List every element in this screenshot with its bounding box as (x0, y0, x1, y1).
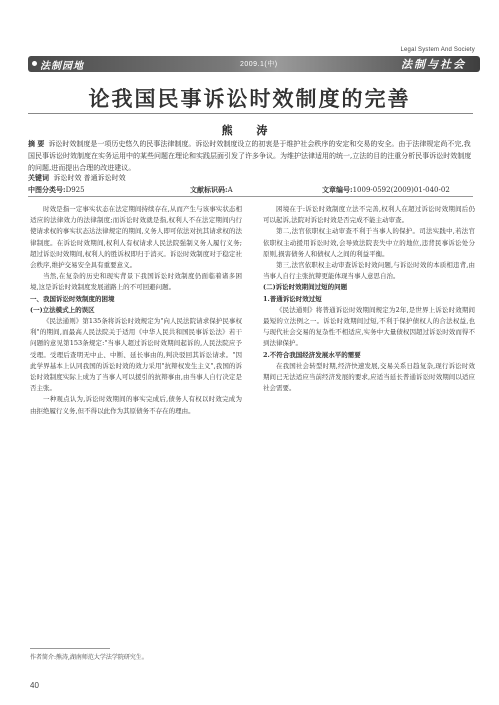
paragraph: 困境在于:诉讼时效制度立法不完善,权利人在超过诉讼时效期间后仍可以起诉,法院对诉讼时效是否完成不能主动审查。 (263, 205, 475, 225)
paragraph: 在我国社会转型时期,经济快速发展,交易关系日趋复杂,现行诉讼时效期间已无法适应当前经济发展的要求,应适当延长普通诉讼时效期间以适应社会需要。 (263, 361, 475, 393)
header-divider (28, 196, 473, 197)
subsection-heading: 2.不符合我国经济发展水平的需要 (263, 350, 361, 359)
doc-code-value: A (227, 186, 233, 194)
paragraph: 第三,法官依职权主动审查诉讼时效问题,与诉讼时效的本质相违背,由当事人自行主张抗辩更能体现当事人意思自治。 (263, 261, 475, 281)
clc-label: 中图分类号: (28, 185, 66, 194)
keywords-line (28, 173, 126, 183)
subsection-heading: (二)诉讼时效期间过短的问题 (263, 283, 348, 292)
author-name: 熊 涛 (221, 124, 278, 137)
paragraph: 时效是指一定事实状态在法定期间持续存在,从而产生与该事实状态相适应的法律效力的法律制度;而诉讼时效就是指,权利人不在法定期间内行使请求权的事实状态达法律规定的期间,义务人即可依法对抗其请求权的法律制度。在诉讼时效期间,权利人有权请求人民法院强制义务人履行义务;超过诉讼时效期间,权利人的胜诉权即归于消灭。诉讼时效制度对于稳定社会秩序,维护交易安全具有重要意义。 (30, 205, 242, 270)
abstract (28, 138, 473, 174)
paragraph: 第二,法官依职权主动审查不利于当事人的保护。司法实践中,若法官依职权主动援用诉讼时效,会导致法院丧失中立的地位,违背民事诉讼处分原则,损害债务人和债权人之间的利益平衡。 (263, 227, 475, 258)
article-no-line (322, 185, 450, 195)
abstract-text: 诉讼时效制度是一项历史悠久的民事法律制度。诉讼时效制度设立的初衷是于维护社会秩序的安定和交易的安全。由于法律规定尚不完,我国民事诉讼时效制度在实务运用中的某些问题在理论和实践层面引发了许多争议。为维护法律适用的统一,立法的目的注重分析民事诉讼时效制度的问题,进而提出合理的改进建议。 (28, 140, 472, 172)
banner-dot-icon (32, 61, 37, 66)
issue-label: 2009.1(中) (240, 61, 278, 68)
paragraph: 当然,在复杂的历史和现实背景下我国诉讼时效制度仍面临着诸多困境,这是诉讼时效制度发展道路上的不可回避问题。 (30, 272, 242, 292)
paragraph: 《民法通则》第135条将诉讼时效规定为"向人民法院请求保护民事权利"的期间,而最高人民法院关于适用《中华人民共和国民事诉讼法》若干问题的意见第153条规定:"当事人超过诉讼时效期间起诉的,人民法院应予受理。受理后查明无中止、中断、延长事由的,判决驳回其诉讼请求。"因此学界基本上认同我国的诉讼时效的效力采用"抗辩权发生主义",我国的诉讼时效制度实际上成为了当事人可以援引的抗辩事由,由当事人自行决定是否主张。 (30, 317, 242, 393)
footnote-divider (30, 648, 110, 649)
article-title: 论我国民事诉讼时效制度的完善 (88, 86, 411, 111)
paragraph: 《民法通则》将普通诉讼时效期间规定为2年,是世界上诉讼时效期间最短的立法例之一。诉讼时效期间过短,不利于保护债权人的合法权益,也与现代社会交易的复杂性不相适应,实务中大量债权因超过诉讼时效而得不到法律保护。 (263, 305, 475, 348)
subsection-heading: 1.普通诉讼时效过短 (263, 294, 322, 303)
paragraph: 一种观点认为,诉讼时效期间的事实完成后,债务人有权以时效完成为由拒绝履行义务,但不得以此作为其原债务不存在的理由。 (30, 395, 242, 415)
clc-line (28, 185, 85, 195)
doc-code-line (190, 185, 233, 195)
journal-english-name: Legal System And Society (400, 47, 475, 53)
header-banner (28, 56, 480, 72)
page-number: 40 (30, 681, 39, 690)
clc-value: D925 (65, 186, 85, 194)
article-no-value: 1009-0592(2009)01-040-02 (352, 186, 450, 194)
article-no-label: 文章编号: (322, 185, 353, 194)
title-divider (28, 113, 473, 114)
keywords-label: 关键词 (28, 173, 49, 182)
author-footnote: 作者简介:熊涛,湖南师范大学法学院研究生。 (30, 654, 148, 661)
abstract-label: 摘 要 (28, 139, 45, 148)
left-column (30, 204, 242, 417)
doc-code-label: 文献标识码: (190, 185, 228, 194)
journal-name: 法制与社会 (401, 58, 466, 71)
section-heading: 一、我国诉讼时效制度的困境 (30, 294, 115, 303)
column-name: 法制园地 (40, 61, 84, 72)
right-column (263, 204, 475, 394)
subsection-heading: (一)立法模式上的误区 (30, 305, 95, 314)
keywords-text: 诉讼时效 普通诉讼时效 (53, 174, 126, 182)
